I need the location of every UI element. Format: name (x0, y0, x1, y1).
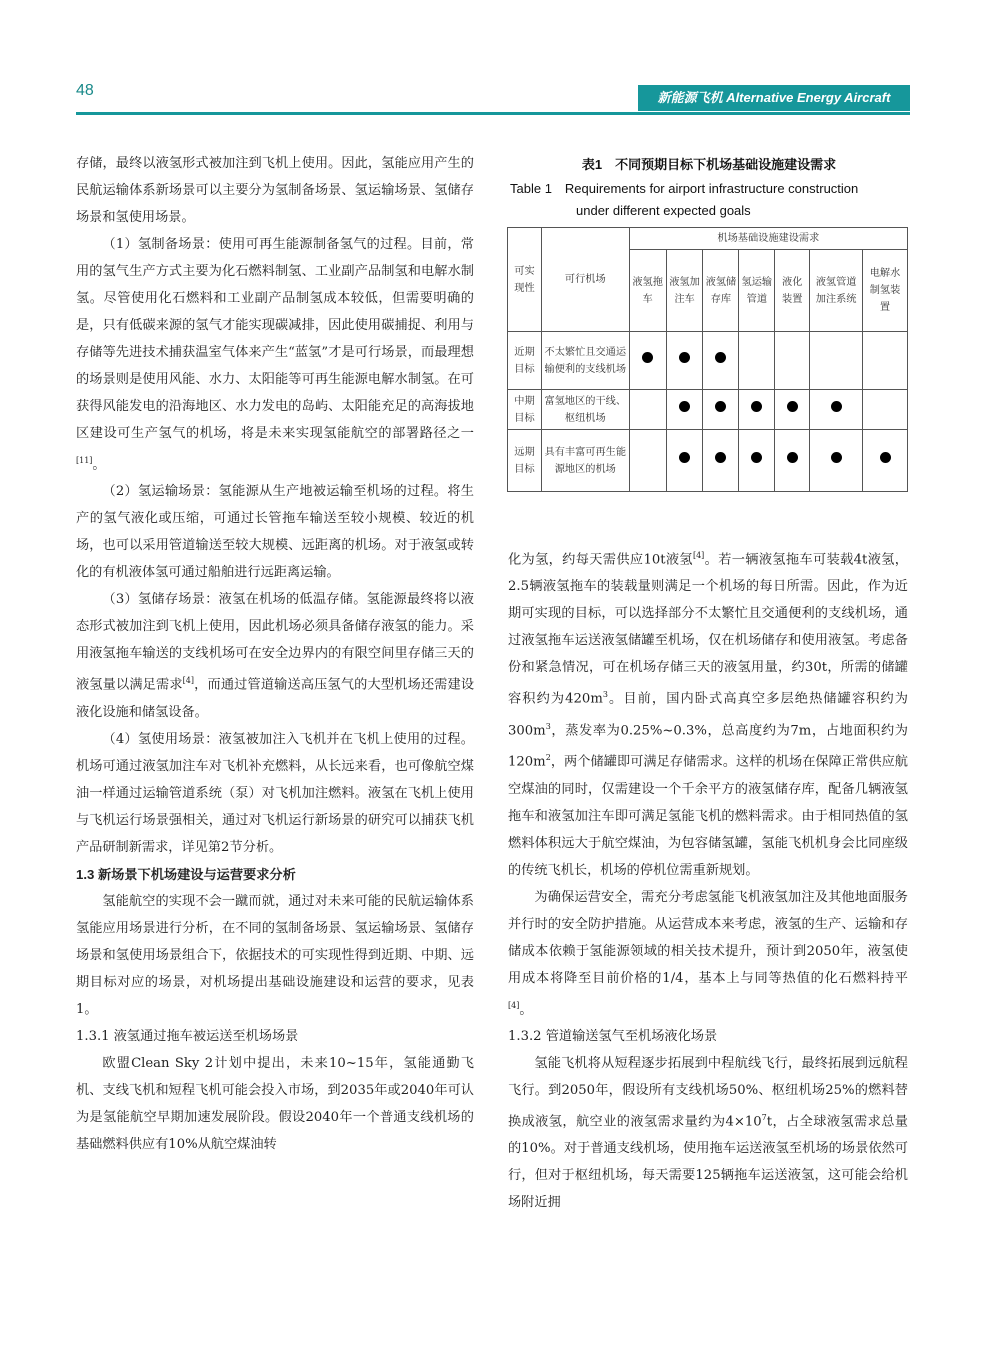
left-column (76, 150, 474, 1158)
column-header: 氢运输管道 (739, 250, 775, 332)
filled-dot-icon (715, 352, 726, 363)
paragraph (508, 1050, 908, 1216)
superscript: 7 (761, 1112, 767, 1122)
section-heading: 1.3 新场景下机场建设与运营要求分析 (76, 866, 296, 882)
table-row (508, 332, 908, 390)
mark-cell (775, 332, 810, 390)
column-header: 液氢拖车 (629, 250, 666, 332)
mark-cell (775, 430, 810, 492)
column-header: 液氢加注车 (666, 250, 703, 332)
column-header: 液化装置 (775, 250, 810, 332)
paragraph (508, 884, 908, 1023)
citation: [4] (692, 551, 705, 560)
mark-cell (703, 332, 739, 390)
filled-dot-icon (715, 452, 726, 463)
row-airport: 具有丰富可再生能源地区的机场 (541, 430, 629, 492)
filled-dot-icon (787, 401, 798, 412)
mark-cell (775, 390, 810, 430)
paragraph-text: t，占全球液氢需求总量的10%。对于普通支线机场，使用拖车运送液氢至机场的场景依然可行，但对于枢纽机场，每天需要125辆拖车运送液氢，这可能会给机场附近拥 (508, 1114, 908, 1211)
filled-dot-icon (787, 452, 798, 463)
header-feasibility: 可实现性 (508, 228, 542, 332)
header-airport: 可行机场 (541, 228, 629, 332)
paragraph-text: 。 (519, 1001, 533, 1017)
paragraph (76, 231, 474, 478)
paragraph-text: 氢能飞机将从短程逐步拓展到中程航线飞行，最终拓展到远航程飞行。到2050年，假设所有支线机场50%、枢纽机场25%的燃料替换成液氢，航空业的液氢需求量约为4×10 (508, 1055, 908, 1130)
subsection-heading: 1.3.1 液氢通过拖车被运送至机场场景 (76, 1028, 299, 1044)
mark-cell (666, 332, 703, 390)
citation: [11] (76, 456, 93, 465)
row-airport: 富氢地区的干线、枢纽机场 (541, 390, 629, 430)
table-row (508, 430, 908, 492)
paragraph (76, 586, 474, 725)
subsection-heading: 1.3.2 管道输送氢气至机场液化场景 (508, 1028, 718, 1044)
mark-cell (666, 430, 703, 492)
mark-cell (810, 430, 863, 492)
paragraph-text: 。若一辆液氢拖车可装载4t液氢，2.5辆液氢拖车的装载量则满足一个机场的每日所需。因此，作为近期可实现的目标，可以选择部分不太繁忙且交通便利的支线机场，通过液氢拖车运送液氢储罐至机场，仅在机场储存和使用液氢。考虑备份和紧急情况，可在机场存储三天的液氢用量，约30t，所需的储罐容积约为420m (508, 552, 908, 707)
mark-cell (629, 332, 666, 390)
column-header: 电解水制氢装置 (863, 250, 908, 332)
right-column (508, 542, 908, 1216)
paragraph: （4）氢使用场景：液氢被加注入飞机并在飞机上使用的过程。机场可通过液氢加注车对飞机补充燃料，从长远来看，也可像航空煤油一样通过运输管道系统（泵）对飞机加注燃料。液氢在飞机上使用与飞机运行场景强相关，通过对飞机运行新场景的研究可以捕获飞机产品研制新需求，详见第2节分析。 (76, 731, 474, 855)
filled-dot-icon (751, 401, 762, 412)
superscript: 2 (545, 753, 551, 763)
mark-cell (739, 332, 775, 390)
requirements-table (507, 227, 908, 492)
mark-cell (703, 430, 739, 492)
filled-dot-icon (831, 452, 842, 463)
header-rule (76, 112, 910, 115)
paragraph: 欧盟Clean Sky 2计划中提出，未来10~15年，氢能通勤飞机、支线飞机和短程飞机可能会投入市场，到2035年或2040年可认为是氢能航空早期加速发展阶段。假设2040年一个普通支线机场的基础燃料供应有10%从航空煤油转 (76, 1055, 474, 1152)
paragraph-text: （3）氢储存场景：液氢在机场的低温存储。氢能源最终将以液态形式被加注到飞机上使用，因此机场必须具备储存液氢的能力。采用液氢拖车输送的支线机场可在安全边界内的有限空间里存储三天的液氢量以满足需求 (76, 592, 474, 693)
paragraph: （2）氢运输场景：氢能源从生产地被运输至机场的过程。将生产的氢气液化或压缩，可通过长管拖车输送至较小规模、较近的机场，也可以采用管道输送至较大规模、远距离的机场。对于液氢或转化的有机液体氢可通过船舶进行远距离运输。 (76, 484, 474, 581)
row-term: 中期目标 (508, 390, 542, 430)
superscript: 3 (545, 721, 551, 731)
header-requirements: 机场基础设施建设需求 (629, 228, 907, 250)
filled-dot-icon (642, 352, 653, 363)
paragraph-text: ，而通过管道输送高压氢气的大型机场还需建设液化设施和储氢设备。 (76, 677, 475, 720)
row-term: 远期目标 (508, 430, 542, 492)
mark-cell (810, 332, 863, 390)
column-header: 液氢管道加注系统 (810, 250, 863, 332)
mark-cell (739, 390, 775, 430)
filled-dot-icon (880, 452, 891, 463)
row-term: 近期目标 (508, 332, 542, 390)
paragraph-text: 为确保运营安全，需充分考虑氢能飞机液氢加注及其他地面服务并行时的安全防护措施。从运营成本来考虑，液氢的生产、运输和存储成本依赖于氢能源领域的相关技术提升，预计到2050年，液氢使用成本将降至目前价格的1/4，基本上与同等热值的化石燃料持平 (508, 889, 908, 986)
paragraph: 氢能航空的实现不会一蹴而就，通过对未来可能的民航运输体系氢能应用场景进行分析，在不同的氢制备场景、氢运输场景、氢储存场景和氢使用场景组合下，依据技术的可实现性得到近期、中期、远期目标对应的场景，对机场提出基础设施建设和运营的要求，见表1。 (76, 893, 474, 1017)
filled-dot-icon (679, 352, 690, 363)
mark-cell (629, 430, 666, 492)
paragraph (508, 542, 908, 884)
citation: [4] (182, 676, 195, 686)
journal-banner: 新能源飞机 Alternative Energy Aircraft (638, 85, 910, 111)
paragraph-text: （1）氢制备场景：使用可再生能源制备氢气的过程。目前，常用的氢气生产方式主要为化石燃料制氢、工业副产品制氢和电解水制氢。尽管使用化石燃料和工业副产品制氢成本较低，但需要明确的是，只有低碳来源的氢气才能实现碳减排，因此使用碳捕捉、利用与存储等先进技术捕获温室气体来产生“蓝氢”才是可行场景，而最理想的场景则是使用风能、水力、太阳能等可再生能源电解水制氢。在可获得风能发电的沿海地区、水力发电的岛屿、太阳能充足的高海拔地区建设可生产氢气的机场，将是未来实现氢能航空的部署路径之一 (76, 237, 474, 441)
page-number: 48 (76, 82, 94, 99)
paragraph-text: ，蒸发率为0.25%~0.3%，总高度约为7m，占地面积约为120m (508, 723, 908, 770)
filled-dot-icon (715, 401, 726, 412)
filled-dot-icon (679, 452, 690, 463)
mark-cell (629, 390, 666, 430)
table-caption-en: under different expected goals (576, 203, 751, 218)
mark-cell (863, 332, 908, 390)
filled-dot-icon (751, 452, 762, 463)
filled-dot-icon (679, 401, 690, 412)
mark-cell (863, 390, 908, 430)
column-header: 液氢储存库 (703, 250, 739, 332)
row-airport: 不太繁忙且交通运输便利的支线机场 (541, 332, 629, 390)
table-row (508, 390, 908, 430)
mark-cell (666, 390, 703, 430)
paragraph-text: ，两个储罐即可满足存储需求。这样的机场在保障正常供应航空煤油的同时，仅需建设一个千余平方的液氢储存库，配备几辆液氢拖车和液氢加注车即可满足氢能飞机的燃料需求。由于相同热值的氢燃料体积远大于航空煤油，为包容储氢罐，氢能飞机机身会比同座级的传统飞机长，机场的停机位需重新规划。 (508, 754, 908, 878)
mark-cell (863, 430, 908, 492)
citation: [4] (508, 1000, 520, 1010)
paragraph-text: 化为氢，约每天需供应10t液氢 (508, 552, 693, 568)
table-caption-en: Table 1 Requirements for airport infrastructure construction (510, 181, 859, 196)
paragraph-text: 。 (92, 457, 106, 473)
paragraph: 存储，最终以液氢形式被加注到飞机上使用。因此，氢能应用产生的民航运输体系新场景可以主要分为氢制备场景、氢运输场景、氢储存场景和氢使用场景。 (76, 156, 474, 225)
paragraph-text: 。目前，国内卧式高真空多层绝热储罐容积约为300m (508, 691, 908, 739)
mark-cell (810, 390, 863, 430)
table-caption-cn: 表1 不同预期目标下机场基础设施建设需求 (581, 157, 837, 172)
filled-dot-icon (831, 401, 842, 412)
mark-cell (703, 390, 739, 430)
mark-cell (739, 430, 775, 492)
superscript: 3 (602, 690, 608, 700)
